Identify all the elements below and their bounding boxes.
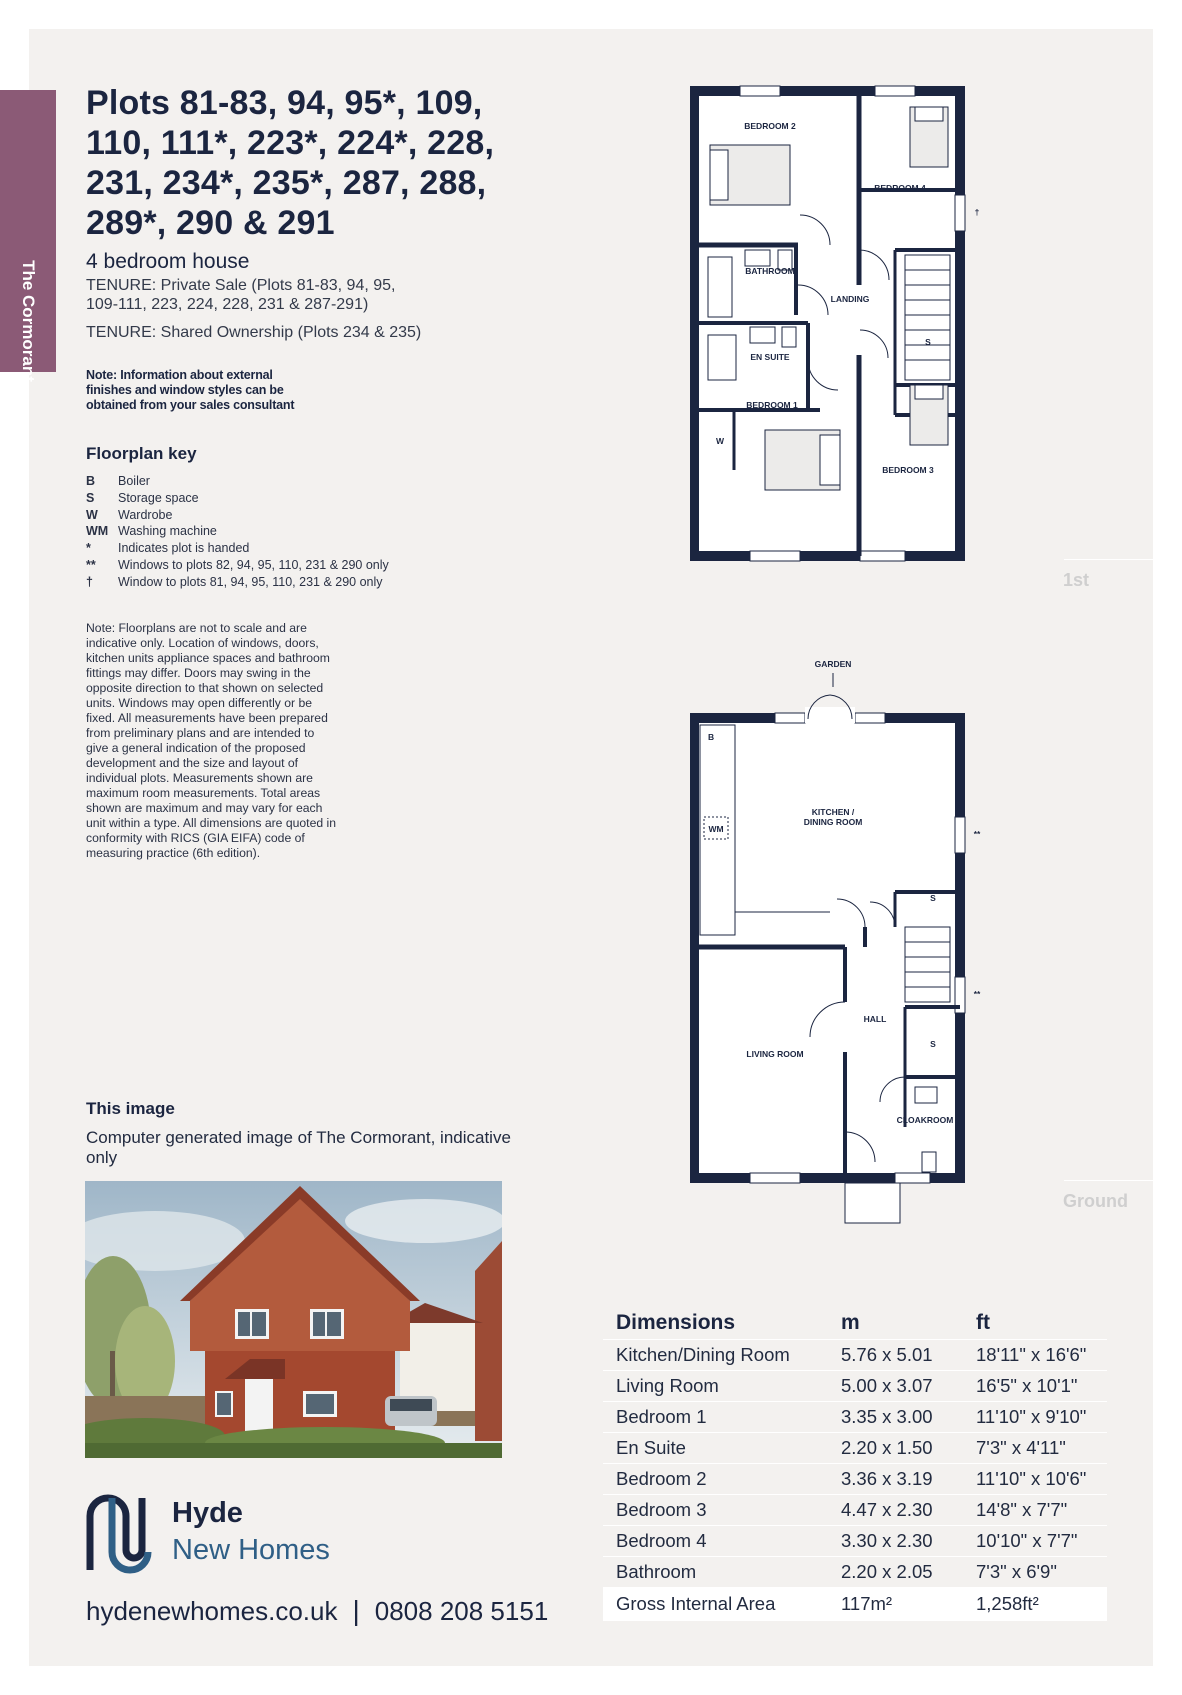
house-render-image [85,1181,502,1458]
room-name: Bathroom [616,1561,697,1582]
floorplan-first-floor [690,85,990,570]
side-tab-label: The Cormorant [19,260,38,382]
key-symbol: S [86,490,95,505]
tenure-private [86,276,546,314]
room-metric: 5.00 x 3.07 [841,1375,933,1396]
key-meaning: Windows to plots 82, 94, 95, 110, 231 & 290 only [118,557,389,572]
room-metric: 2.20 x 1.50 [841,1437,933,1458]
left-column [86,83,546,861]
table-row [603,1495,1107,1526]
first-floor-plan-graphic [690,85,990,565]
floorplan-ground-floor [690,657,990,1242]
gross-area-row [603,1588,1107,1621]
dimensions-heading: Dimensions [616,1310,736,1334]
room-imperial: 16'5" x 10'1" [976,1375,1078,1396]
room-label-bedroom1: BEDROOM 1 [746,400,798,410]
key-symbol: B [86,474,96,488]
room-label-storage1: S [930,893,936,903]
room-label-ensuite: EN SUITE [750,352,790,362]
room-name: En Suite [616,1437,686,1458]
brand-name-line1: Hyde [172,1497,243,1529]
room-label-landing: LANDING [830,294,870,304]
floorplan-key-heading: Floorplan key [86,444,197,463]
key-symbol: * [86,541,91,556]
key-meaning: Window to plots 81, 94, 95, 110, 231 & 290 only [118,574,383,589]
hyde-logo-icon [86,1494,152,1579]
level-rule-first [1064,559,1154,560]
key-meaning: Indicates plot is handed [118,541,250,556]
table-row [603,1340,1107,1371]
side-tab [0,90,56,382]
stars-window-mark: ** [973,989,981,999]
room-imperial: 11'10" x 9'10" [976,1406,1087,1427]
room-label-storage2: S [930,1039,936,1049]
house-type-subtitle: 4 bedroom house [86,250,250,273]
room-label-living: LIVING ROOM [746,1049,804,1059]
dimensions-table [603,1306,1107,1621]
room-label-cloakroom: CLOAKROOM [896,1115,954,1125]
ground-floor-plan-graphic [690,657,990,1237]
room-imperial: 10'10" x 7'7" [976,1530,1078,1551]
dimensions-header-row [603,1306,1107,1340]
room-label-boiler: B [708,732,715,742]
gross-area-label: Gross Internal Area [616,1593,776,1614]
contact-divider: | [352,1595,360,1626]
room-metric: 3.35 x 3.00 [841,1406,933,1427]
contact-row [86,1595,548,1627]
hyde-logo-graphic [86,1494,152,1574]
room-name: Bedroom 4 [616,1530,707,1551]
gross-area-imperial: 1,258ft² [976,1593,1039,1614]
key-meaning: Wardrobe [118,507,173,522]
gross-area-metric: 117m² [841,1593,893,1614]
dagger-window-mark: † [974,207,980,217]
tenure-private-line: TENURE: Private Sale (Plots 81-83, 94, 95, [86,277,396,294]
room-imperial: 14'8" x 7'7" [976,1499,1068,1520]
this-image-caption: Computer generated image of The Cormorant, indicative only [86,1128,511,1167]
table-row [603,1557,1107,1588]
this-image-block [86,1099,516,1168]
imperial-column-heading: ft [976,1310,990,1334]
disclaimer-text: Note: Floorplans are not to scale and are indicative only. Location of windows, doors, kitchen units appliance spaces and bathroom fittings may differ. Doors may swing in the opposite direction to that shown on selected units. Windows may open differently or be fixed. All measurements have been prepared from preliminary plans and are intended to give a general indication of the proposed development and the size and layout of individual plots. Measurements shown are maximum room measurements. Total areas shown are maximum and may vary for each unit within a type. All dimensions are quoted in conformity with RICS (GIA EIFA) code of measuring practice (6th edition). [86,620,336,860]
tenure-shared: TENURE: Shared Ownership (Plots 234 & 235) [86,324,422,341]
room-label-bedroom4: BEDROOM 4 [874,183,926,193]
room-metric: 3.36 x 3.19 [841,1468,933,1489]
room-imperial: 11'10" x 10'6" [976,1468,1087,1489]
metric-column-heading: m [841,1310,860,1334]
room-metric: 3.30 x 2.30 [841,1530,933,1551]
room-name: Bedroom 1 [616,1406,707,1427]
table-row [603,1402,1107,1433]
room-label-hall: HALL [863,1014,887,1024]
room-name: Kitchen/Dining Room [616,1344,790,1365]
table-row [603,1464,1107,1495]
key-row [86,574,546,591]
key-row [86,557,546,574]
finishes-note: Note: Information about external finishes and window styles can be obtained from your sales consultant [86,368,295,412]
page-title [86,83,546,243]
key-row [86,473,546,490]
level-rule-ground [1064,1180,1154,1181]
room-metric: 5.76 x 5.01 [841,1344,933,1365]
key-symbol: WM [86,524,109,539]
key-row [86,507,546,524]
phone-number[interactable]: 0808 208 5151 [374,1595,549,1626]
room-imperial: 18'11" x 16'6" [976,1344,1087,1365]
room-label-wardrobe: W [715,436,725,446]
key-row [86,490,546,507]
room-name: Living Room [616,1375,719,1396]
this-image-heading: This image [86,1099,175,1118]
title-line: 231, 234*, 235*, 287, 288, [86,164,487,202]
brand-name-line2: New Homes [172,1534,330,1566]
key-meaning: Storage space [118,490,199,505]
key-meaning: Boiler [118,474,150,488]
room-imperial: 7'3" x 4'11" [976,1437,1066,1458]
key-symbol: † [86,574,93,589]
key-symbol: W [86,507,98,522]
room-metric: 2.20 x 2.05 [841,1561,933,1582]
key-row [86,523,546,540]
key-symbol: ** [86,557,96,572]
house-render-graphic [85,1181,502,1458]
table-row [603,1433,1107,1464]
room-name: Bedroom 3 [616,1499,707,1520]
level-label-ground: Ground [1063,1191,1128,1211]
room-label-bathroom: BATHROOM [745,266,795,276]
website-link[interactable]: hydenewhomes.co.uk [86,1595,338,1626]
key-meaning: Washing machine [118,524,217,539]
room-label-bedroom3: BEDROOM 3 [882,465,934,475]
room-label-kitchen-line1: KITCHEN / [811,807,855,817]
room-label-kitchen-line2: DINING ROOM [803,817,863,827]
room-label-storage: S [925,337,931,347]
title-line: Plots 81-83, 94, 95*, 109, [86,84,483,122]
key-row [86,540,546,557]
room-imperial: 7'3" x 6'9" [976,1561,1057,1582]
tenure-private-line: 109-111, 223, 224, 228, 231 & 287-291) [86,296,369,313]
level-label-first: 1st [1063,570,1090,590]
table-row [603,1371,1107,1402]
floorplan-key [86,473,546,591]
room-label-wm: WM [708,824,724,834]
room-metric: 4.47 x 2.30 [841,1499,933,1520]
title-line: 289*, 290 & 291 [86,204,335,242]
room-label-garden: GARDEN [814,659,852,669]
table-row [603,1526,1107,1557]
stars-window-mark: ** [973,829,981,839]
room-label-bedroom2: BEDROOM 2 [744,121,796,131]
room-name: Bedroom 2 [616,1468,707,1489]
title-line: 110, 111*, 223*, 224*, 228, [86,124,495,162]
